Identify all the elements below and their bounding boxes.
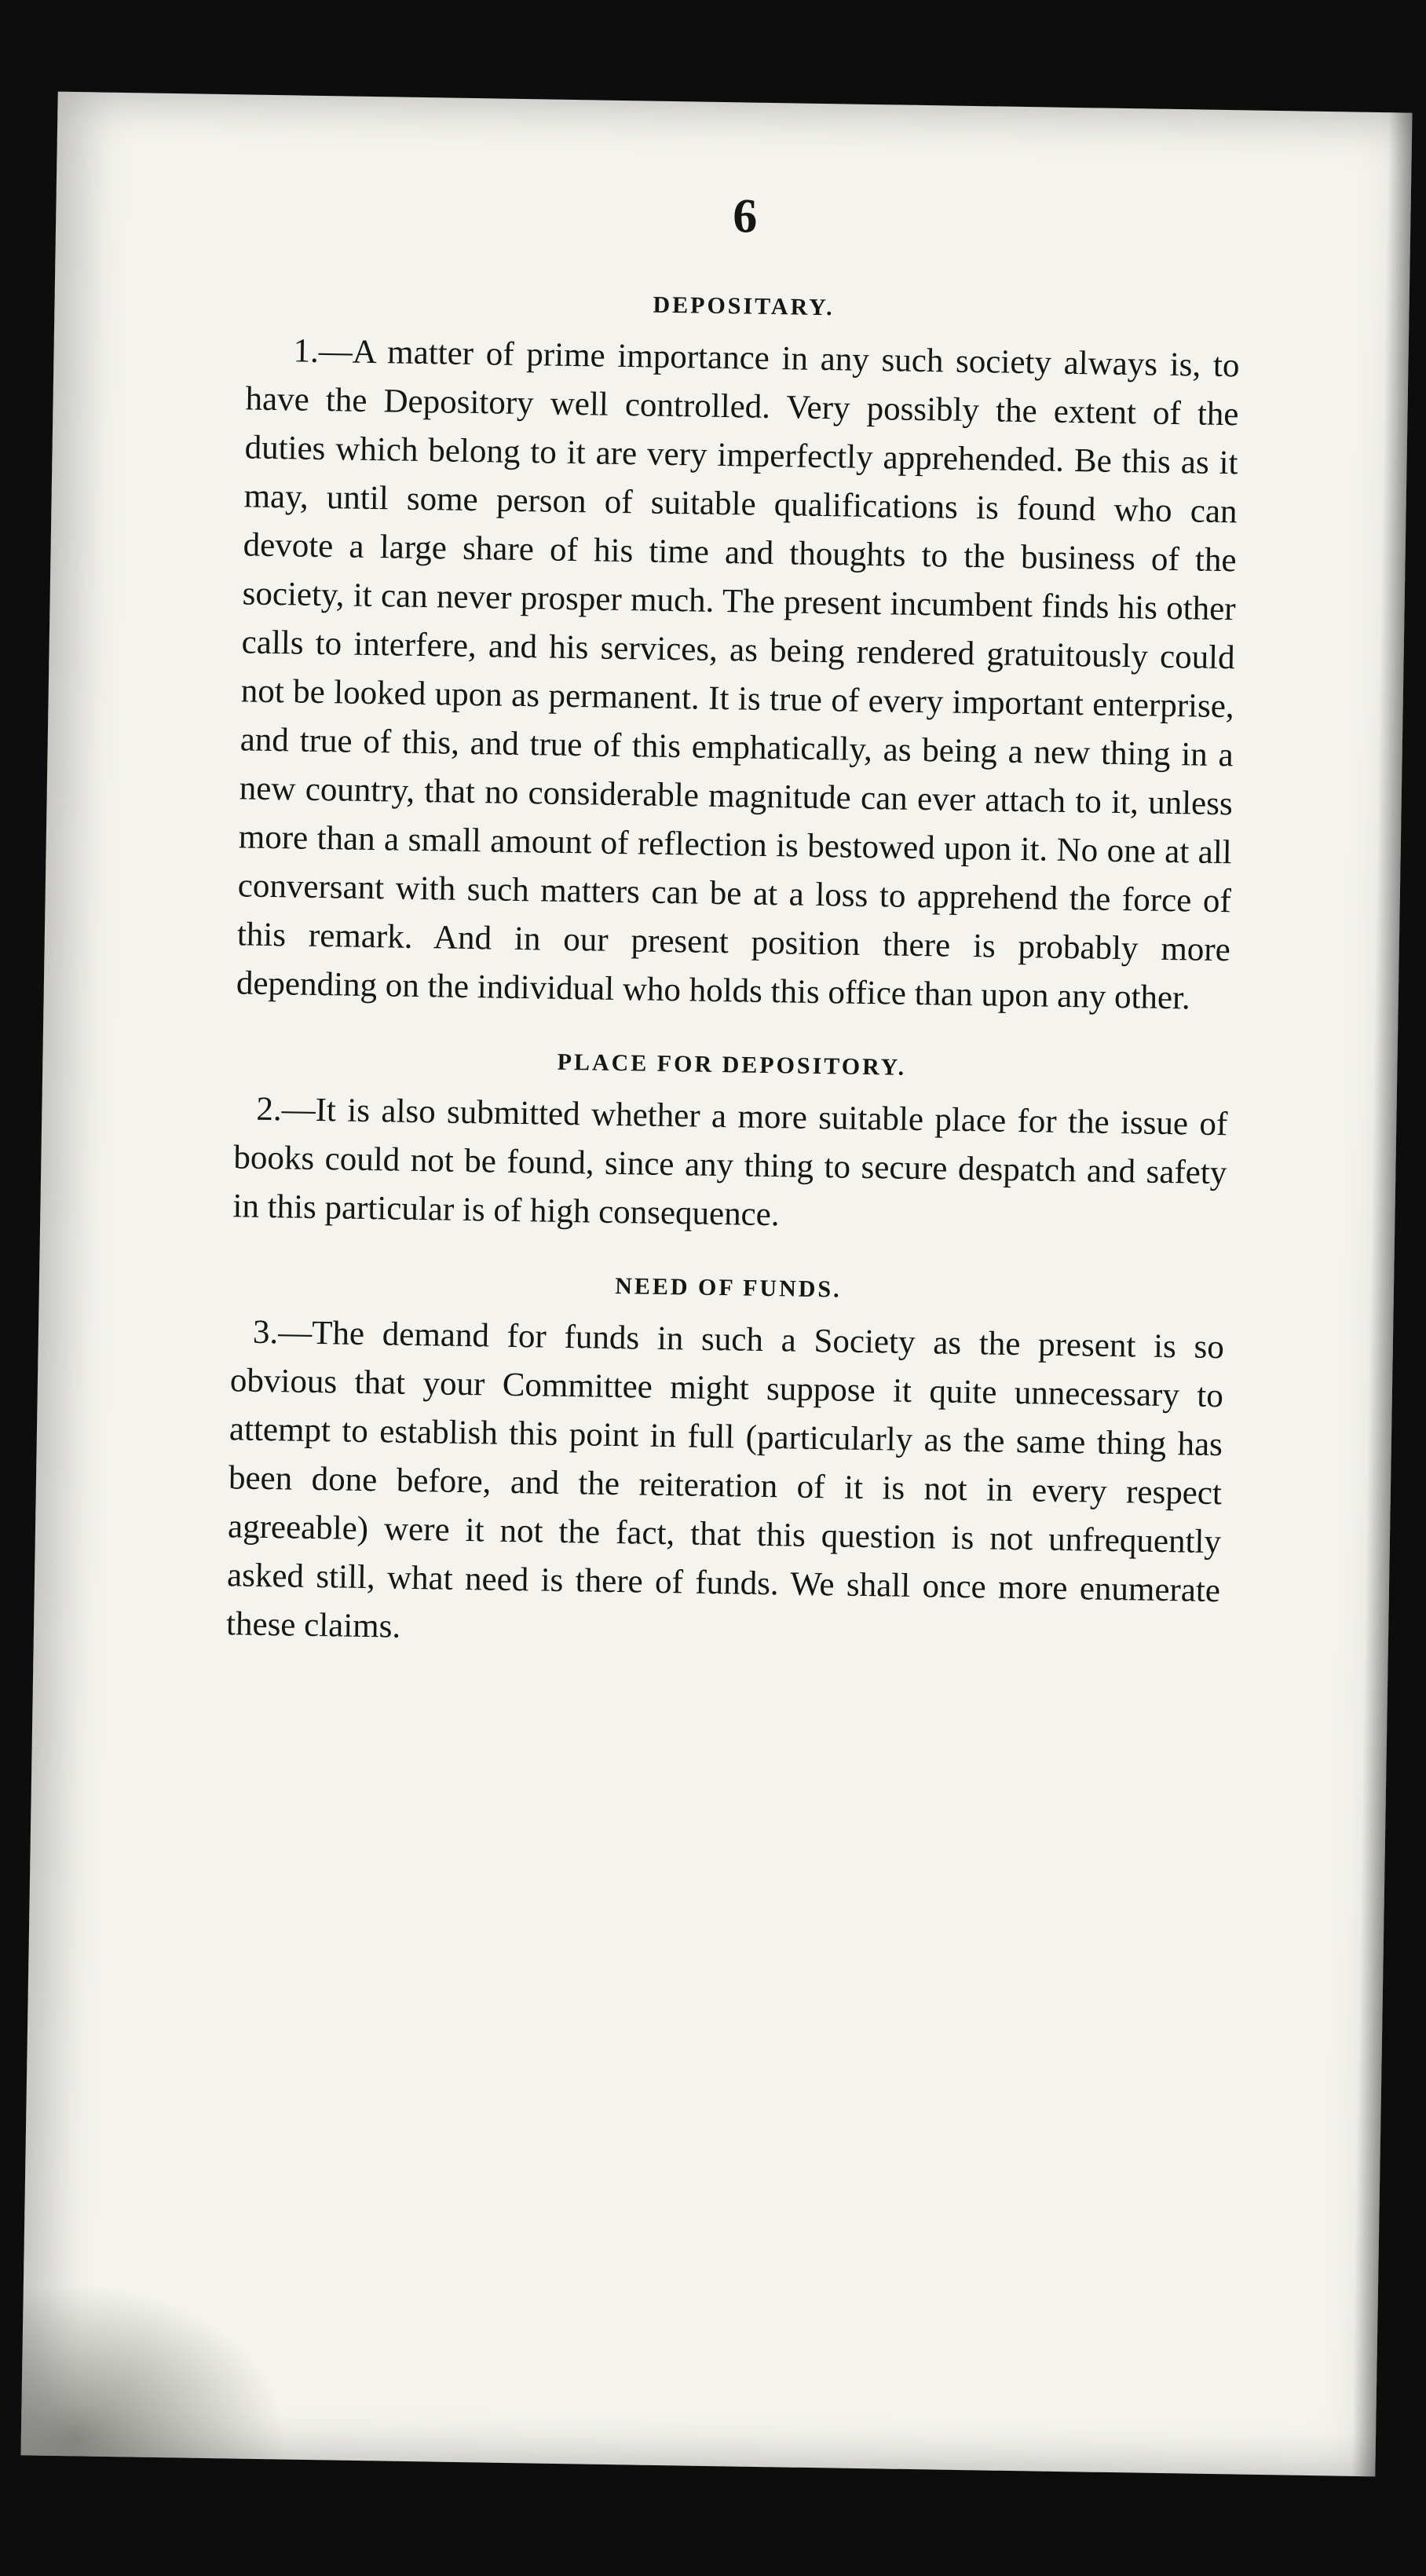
section-heading-place-for-depository: PLACE FOR DEPOSITORY. xyxy=(557,1048,907,1081)
page-edge-shadow xyxy=(1351,112,1412,2476)
page-number: 6 xyxy=(732,189,758,243)
book-page xyxy=(20,92,1412,2477)
page-text-block xyxy=(225,157,1242,1700)
section-paragraph-need-of-funds: 3.—The demand for funds in such a Society as the present is so obvious that your Committee might suppose it quite unnecessary to attempt to establish this point in full (particularly as the same thing has been done before, and the reiteration of it is not in every respect agreeable) were it not the fact, that this question is not unfrequently asked still, what need is there of funds. We shall once more enumerate these claims. xyxy=(225,1313,1225,1645)
section-paragraph-place-for-depository: 2.—It is also submitted whether a more suitable place for the issue of books could not be found, since any thing to secure despatch and safety in this particular is of high consequence. xyxy=(232,1090,1228,1234)
section-paragraph-depositary: 1.—A matter of prime importance in any such society always is, to have the Depository well controlled. Very possibly the extent of the duties which belong to it are very imperfectly apprehended. Be this as it may, until some person of suitable qualifications is found who can devote a large share of his time and thoughts to the business of the society, it can never prosper much. The present incumbent finds his other calls to interfere, and his services, as being rendered gratuitously could not be looked upon as permanent. It is true of every important enterprise, and true of this, and true of this emphatically, as being a new thing in a new country, that no considerable magnitude can ever attach to it, unless more than a small amount of reflection is bestowed upon it. No one at all conversant with such matters can be at a loss to apprehend the force of this remark. And in our present position there is probably more depending on the individual who holds this office than upon any other. xyxy=(236,332,1240,1017)
page-stain xyxy=(20,2282,290,2459)
section-heading-depositary: DEPOSITARY. xyxy=(653,291,835,321)
section-heading-need-of-funds: NEED OF FUNDS. xyxy=(614,1272,842,1303)
